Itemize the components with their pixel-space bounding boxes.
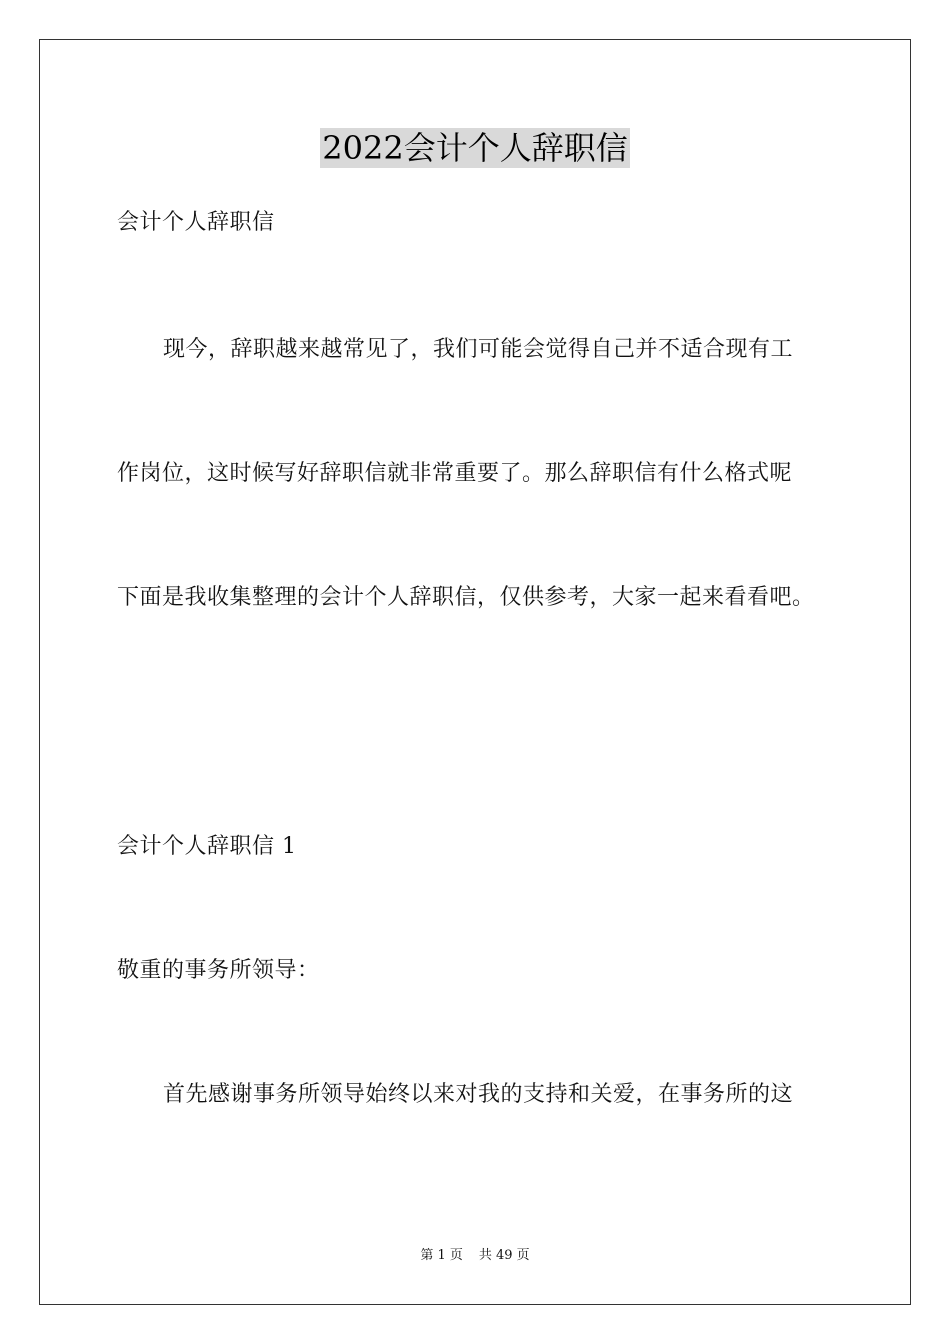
page-number: 第 1 页: [420, 1248, 463, 1263]
paragraph-line-3: 下面是我收集整理的会计个人辞职信，仅供参考，大家一起来看看吧。: [117, 585, 815, 610]
title-container: [0, 128, 950, 168]
salutation: 敬重的事务所领导：: [117, 958, 320, 983]
section-heading: 会计个人辞职信 1: [117, 834, 297, 859]
paragraph-line-2: 作岗位，这时候写好辞职信就非常重要了。那么辞职信有什么格式呢: [117, 461, 793, 486]
document-subtitle: 会计个人辞职信: [117, 210, 275, 235]
document-title: 2022会计个人辞职信: [322, 129, 628, 167]
paragraph-line-1: 现今，辞职越来越常见了，我们可能会觉得自己并不适合现有工: [163, 337, 794, 362]
page-total: 共 49 页: [478, 1248, 530, 1263]
body-line: 首先感谢事务所领导始终以来对我的支持和关爱，在事务所的这: [163, 1082, 794, 1107]
page-footer: [0, 1247, 950, 1265]
